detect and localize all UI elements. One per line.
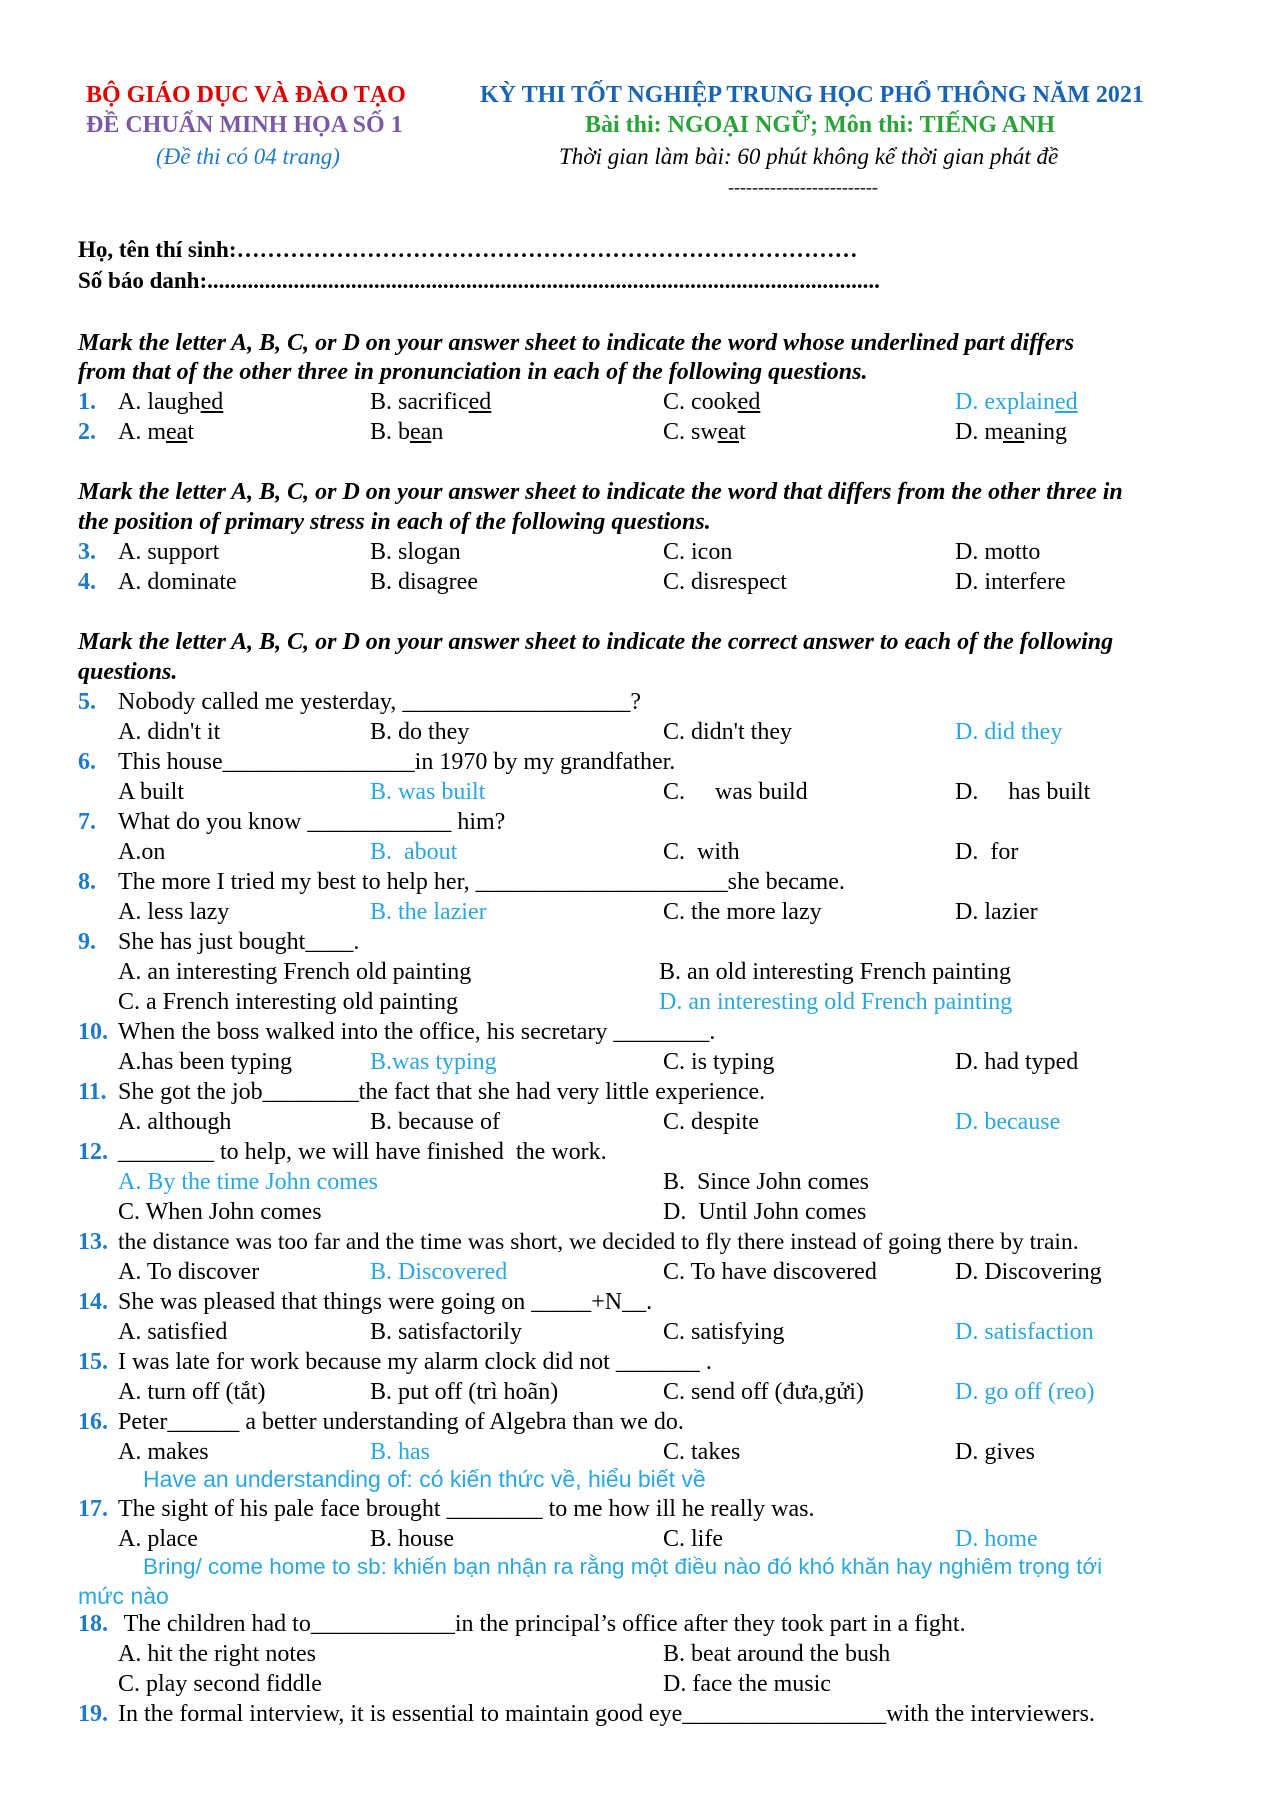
q6-option-a: A built xyxy=(118,779,185,805)
q8-option-b: B. the lazier xyxy=(370,899,487,925)
q13-option-d: D. Discovering xyxy=(955,1259,1102,1285)
q14-option-c: C. satisfying xyxy=(663,1319,785,1345)
q10-option-d: D. had typed xyxy=(955,1049,1079,1075)
q9-option-b: B. an old interesting French painting xyxy=(659,959,1011,985)
question-1 xyxy=(78,387,96,417)
q6-option-b: B. was built xyxy=(370,779,486,805)
q12-stem: ________ to help, we will have finished the work. xyxy=(118,1139,607,1165)
q12-option-d: D. Until John comes xyxy=(663,1199,867,1225)
q17-option-c: C. life xyxy=(663,1526,723,1552)
question-6-number: 6. xyxy=(78,749,96,775)
q15-option-d: D. go off (reo) xyxy=(955,1379,1095,1405)
q3-option-a: A. support xyxy=(118,539,220,565)
q9-stem: She has just bought____. xyxy=(118,929,360,955)
q7-option-c: C. with xyxy=(663,839,740,865)
q2-option-d: D. meaning xyxy=(955,419,1067,445)
candidate-id-field: Số báo danh:..................................................................................................................... xyxy=(78,268,880,293)
q15-option-a: A. turn off (tắt) xyxy=(118,1379,266,1405)
section3-instruction-line2: questions. xyxy=(78,659,178,685)
q10-option-c: C. is typing xyxy=(663,1049,775,1075)
q16-option-b: B. has xyxy=(370,1439,430,1465)
question-4-number: 4. xyxy=(78,569,96,595)
q15-stem: I was late for work because my alarm clock did not _______ . xyxy=(118,1349,712,1375)
q7-option-a: A.on xyxy=(118,839,166,865)
q16-option-c: C. takes xyxy=(663,1439,741,1465)
q6-option-c: C. was build xyxy=(663,779,808,805)
q13-option-c: C. To have discovered xyxy=(663,1259,877,1285)
q7-option-d: D. for xyxy=(955,839,1019,865)
section2-instruction-line2: the position of primary stress in each of the following questions. xyxy=(78,509,711,535)
q9-option-a: A. an interesting French old painting xyxy=(118,959,472,985)
question-12-number: 12. xyxy=(78,1139,108,1165)
question-7-number: 7. xyxy=(78,809,96,835)
question-8-number: 8. xyxy=(78,869,96,895)
section2-instruction-line1: Mark the letter A, B, C, or D on your answer sheet to indicate the word that differs from the other three in xyxy=(78,479,1123,505)
q14-option-d: D. satisfaction xyxy=(955,1319,1094,1345)
q5-stem: Nobody called me yesterday, ___________________? xyxy=(118,689,641,715)
q17-option-a: A. place xyxy=(118,1526,198,1552)
question-14-number: 14. xyxy=(78,1289,108,1315)
section1-instruction-line1: Mark the letter A, B, C, or D on your answer sheet to indicate the word whose underlined part differs xyxy=(78,330,1075,356)
q16-stem: Peter______ a better understanding of Algebra than we do. xyxy=(118,1409,684,1435)
q2-option-b: B. bean xyxy=(370,419,444,445)
question-number: 1. xyxy=(78,389,96,415)
q10-option-b: B.was typing xyxy=(370,1049,497,1075)
q18-option-b: B. beat around the bush xyxy=(663,1641,891,1667)
q11-option-a: A. although xyxy=(118,1109,232,1135)
q7-stem: What do you know ____________ him? xyxy=(118,809,506,835)
time-note: Thời gian làm bài: 60 phút không kể thời gian phát đề xyxy=(559,144,1059,169)
q3-option-b: B. slogan xyxy=(370,539,461,565)
q17-annotation-line1: Bring/ come home to sb: khiến bạn nhận ra rằng một điều nào đó khó khăn hay nghiêm trọng tới xyxy=(143,1554,1103,1579)
question-16-number: 16. xyxy=(78,1409,108,1435)
q5-option-b: B. do they xyxy=(370,719,470,745)
section1-instruction-line2: from that of the other three in pronunciation in each of the following questions. xyxy=(78,359,868,385)
exam-code: ĐỀ CHUẨN MINH HỌA SỐ 1 xyxy=(86,112,403,138)
q11-option-b: B. because of xyxy=(370,1109,500,1135)
q12-option-a: A. By the time John comes xyxy=(118,1169,378,1195)
question-5-number: 5. xyxy=(78,689,96,715)
q5-option-d: D. did they xyxy=(955,719,1063,745)
q11-option-c: C. despite xyxy=(663,1109,759,1135)
q6-option-d: D. has built xyxy=(955,779,1091,805)
question-2 xyxy=(78,417,96,447)
q3-option-c: C. icon xyxy=(663,539,733,565)
q18-option-a: A. hit the right notes xyxy=(118,1641,316,1667)
q9-option-d: D. an interesting old French painting xyxy=(659,989,1013,1015)
q17-option-b: B. house xyxy=(370,1526,454,1552)
question-18-number: 18. xyxy=(78,1611,108,1637)
q4-option-d: D. interfere xyxy=(955,569,1066,595)
q11-option-d: D. because xyxy=(955,1109,1061,1135)
q5-option-a: A. didn't it xyxy=(118,719,221,745)
q8-option-a: A. less lazy xyxy=(118,899,230,925)
q18-option-c: C. play second fiddle xyxy=(118,1671,322,1697)
q8-option-d: D. lazier xyxy=(955,899,1038,925)
question-number: 2. xyxy=(78,419,96,445)
q14-option-b: B. satisfactorily xyxy=(370,1319,522,1345)
q18-option-d: D. face the music xyxy=(663,1671,831,1697)
q16-option-d: D. gives xyxy=(955,1439,1035,1465)
q1-option-a: A. laughed xyxy=(118,389,224,415)
q8-stem: The more I tried my best to help her, _____________________she became. xyxy=(118,869,845,895)
question-15-number: 15. xyxy=(78,1349,108,1375)
q16-option-a: A. makes xyxy=(118,1439,209,1465)
question-3-number: 3. xyxy=(78,539,96,565)
q14-stem: She was pleased that things were going on _____+N__. xyxy=(118,1289,653,1315)
question-13-number: 13. xyxy=(78,1229,108,1255)
header-rule: ------------------------- xyxy=(728,177,878,197)
q17-option-d: D. home xyxy=(955,1526,1038,1552)
q2-option-a: A. meat xyxy=(118,419,194,445)
q18-stem: The children had to____________in the principal’s office after they took part in a fight. xyxy=(118,1611,966,1637)
ministry-title: BỘ GIÁO DỤC VÀ ĐÀO TẠO xyxy=(86,82,406,108)
q15-option-c: C. send off (đưa,gửi) xyxy=(663,1379,864,1405)
q13-stem: the distance was too far and the time was short, we decided to fly there instead of going there by train. xyxy=(118,1229,1079,1255)
q4-option-c: C. disrespect xyxy=(663,569,787,595)
q4-option-a: A. dominate xyxy=(118,569,237,595)
exam-subject: Bài thi: NGOẠI NGỮ; Môn thi: TIẾNG ANH xyxy=(585,112,1056,138)
question-19-number: 19. xyxy=(78,1701,108,1727)
q8-option-c: C. the more lazy xyxy=(663,899,822,925)
pages-note: (Đề thi có 04 trang) xyxy=(156,144,340,169)
q7-option-b: B. about xyxy=(370,839,458,865)
section3-instruction-line1: Mark the letter A, B, C, or D on your answer sheet to indicate the correct answer to each of the following xyxy=(78,629,1114,655)
q13-option-b: B. Discovered xyxy=(370,1259,508,1285)
q10-stem: When the boss walked into the office, his secretary ________. xyxy=(118,1019,716,1045)
q17-stem: The sight of his pale face brought ________ to me how ill he really was. xyxy=(118,1496,815,1522)
q2-option-c: C. sweat xyxy=(663,419,746,445)
q3-option-d: D. motto xyxy=(955,539,1041,565)
question-9-number: 9. xyxy=(78,929,96,955)
question-17-number: 17. xyxy=(78,1496,108,1522)
q19-stem: In the formal interview, it is essential to maintain good eye_________________with the interviewers. xyxy=(118,1701,1095,1727)
q16-annotation: Have an understanding of: có kiến thức về, hiểu biết về xyxy=(143,1466,706,1492)
q15-option-b: B. put off (trì hoãn) xyxy=(370,1379,559,1405)
question-10-number: 10. xyxy=(78,1019,108,1045)
q11-stem: She got the job________the fact that she had very little experience. xyxy=(118,1079,766,1105)
q1-option-d: D. explained xyxy=(955,389,1078,415)
q13-option-a: A. To discover xyxy=(118,1259,260,1285)
q5-option-c: C. didn't they xyxy=(663,719,792,745)
q12-option-b: B. Since John comes xyxy=(663,1169,869,1195)
q10-option-a: A.has been typing xyxy=(118,1049,292,1075)
q6-stem: This house________________in 1970 by my grandfather. xyxy=(118,749,676,775)
q1-option-b: B. sacrificed xyxy=(370,389,492,415)
q14-option-a: A. satisfied xyxy=(118,1319,228,1345)
q4-option-b: B. disagree xyxy=(370,569,478,595)
q17-annotation-line2: mức nào xyxy=(78,1583,169,1609)
question-11-number: 11. xyxy=(78,1079,107,1105)
exam-title: KỲ THI TỐT NGHIỆP TRUNG HỌC PHỔ THÔNG NĂM 2021 xyxy=(480,82,1144,108)
q9-option-c: C. a French interesting old painting xyxy=(118,989,458,1015)
q1-option-c: C. cooked xyxy=(663,389,761,415)
candidate-name-field: Họ, tên thí sinh:……………………………………………………………………… xyxy=(78,237,858,262)
q12-option-c: C. When John comes xyxy=(118,1199,322,1225)
